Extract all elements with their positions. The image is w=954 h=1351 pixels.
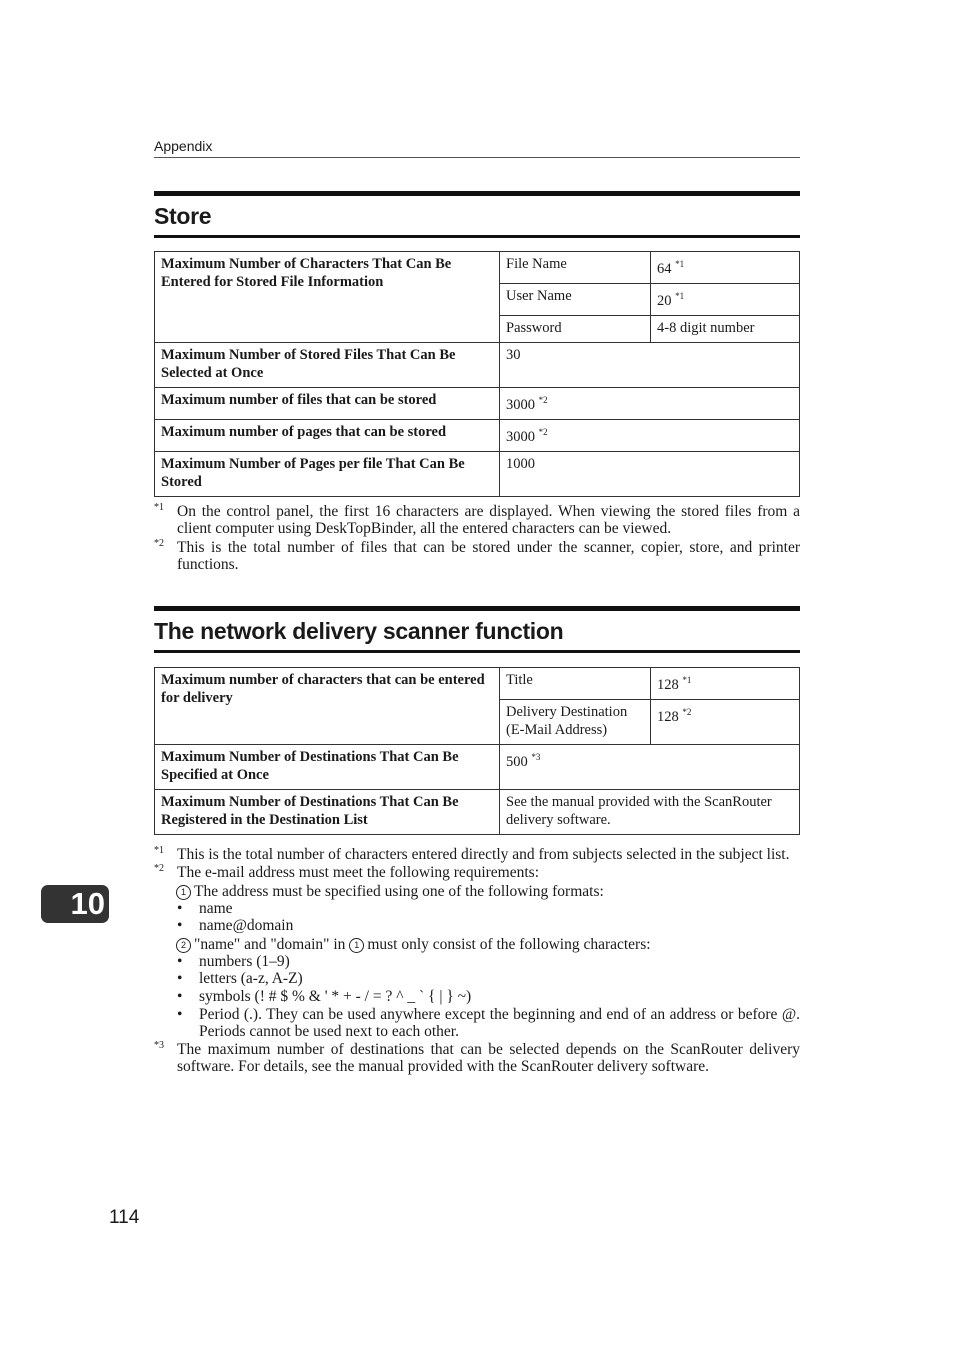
table-row	[155, 452, 800, 497]
cell-value: 20 $^{*1}$	[651, 284, 800, 316]
cell-value: 128 $^{*2}$	[651, 700, 800, 745]
cell-value: 64 $^{*1}$	[651, 252, 800, 284]
list-item: • name@domain	[177, 917, 294, 934]
list-item: • letters (a-z, A-Z)	[177, 970, 303, 987]
footnote: *2 The e-mail address must meet the following requirements:	[154, 864, 800, 881]
list-item: • numbers (1–9)	[177, 953, 290, 970]
footnote-ref: *3	[531, 752, 541, 762]
footnote-ref: *2	[538, 395, 548, 405]
circled-number-icon: 1	[176, 885, 191, 900]
footnote-ref: *1	[675, 259, 685, 269]
network-spec-table	[154, 667, 800, 835]
footnote-mark: *1	[154, 502, 164, 513]
cell-user-name: User Name	[500, 284, 651, 316]
footnote-mark: *3	[154, 1040, 164, 1051]
section-title-store: Store	[154, 191, 800, 238]
cell-password: Password	[500, 316, 651, 343]
cell-value: 3000 $^{*2}$	[500, 420, 800, 452]
requirement-item: 2 "name" and "domain" in 1 must only consist of the following characters:	[154, 936, 800, 953]
footnote-mark: *2	[154, 863, 164, 874]
footnote-ref: *1	[675, 291, 685, 301]
chapter-tab: 10	[41, 885, 109, 923]
footnote-mark: *2	[154, 538, 164, 549]
requirement-item: 1 The address must be specified using one of the following formats:	[154, 883, 800, 900]
table-row	[155, 388, 800, 420]
store-spec-table	[154, 251, 800, 497]
circled-number-icon: 1	[349, 938, 364, 953]
footnote: *1 On the control panel, the first 16 characters are displayed. When viewing the stored files from a client computer using DeskTopBinder, all the entered characters can be viewed.	[154, 503, 800, 537]
cell-value: 30	[500, 343, 800, 388]
list-item: • symbols (! # $ % & ' * + - / = ? ^ _ ` { | } ~)	[177, 988, 472, 1005]
row-label: Maximum Number of Pages per file That Can Be Stored	[155, 452, 500, 497]
page-number: 114	[109, 1207, 140, 1228]
footnote-mark: *1	[154, 845, 164, 856]
cell-value: 1000	[500, 452, 800, 497]
footnote: *3 The maximum number of destinations that can be selected depends on the ScanRouter delivery software. For details, see the manual provided with the ScanRouter delivery software.	[154, 1041, 800, 1075]
cell-value: 128 $^{*1}$	[651, 668, 800, 700]
list-item: • name	[177, 900, 233, 917]
table-row	[155, 343, 800, 388]
row-label: Maximum number of files that can be stored	[155, 388, 500, 420]
cell-file-name: File Name	[500, 252, 651, 284]
row-label: Maximum number of pages that can be stored	[155, 420, 500, 452]
row-label: Maximum Number of Characters That Can Be Entered for Stored File Information	[155, 252, 500, 343]
table-row	[155, 790, 800, 835]
row-label: Maximum number of characters that can be entered for delivery	[155, 668, 500, 745]
footnote: *1 This is the total number of characters entered directly and from subjects selected in the subject list.	[154, 846, 800, 863]
row-label: Maximum Number of Stored Files That Can Be Selected at Once	[155, 343, 500, 388]
table-row	[155, 668, 800, 700]
row-label: Maximum Number of Destinations That Can Be Specified at Once	[155, 745, 500, 790]
footnote: *2 This is the total number of files that can be stored under the scanner, copier, store, and printer functions.	[154, 539, 800, 573]
cell-value: 3000 $^{*2}$	[500, 388, 800, 420]
list-item: • Period (.). They can be used anywhere except the beginning and end of an address or before @. Periods cannot be used next to each other.	[177, 1006, 800, 1040]
running-header: Appendix	[154, 138, 800, 158]
store-footnotes	[154, 503, 800, 573]
table-row	[155, 420, 800, 452]
footnote-ref: *1	[682, 675, 692, 685]
cell-value: See the manual provided with the ScanRouter delivery software.	[500, 790, 800, 835]
circled-number-icon: 2	[176, 938, 191, 953]
footnote-ref: *2	[538, 427, 548, 437]
table-row	[155, 252, 800, 284]
cell-value: 500 $^{*3}$	[500, 745, 800, 790]
footnote-ref: *2	[682, 707, 692, 717]
network-footnotes	[154, 846, 800, 1075]
cell-value: 4-8 digit number	[651, 316, 800, 343]
cell-title: Title	[500, 668, 651, 700]
table-row	[155, 745, 800, 790]
cell-delivery-destination: Delivery Destination (E-Mail Address)	[500, 700, 651, 745]
row-label: Maximum Number of Destinations That Can Be Registered in the Destination List	[155, 790, 500, 835]
section-title-network: The network delivery scanner function	[154, 606, 800, 653]
